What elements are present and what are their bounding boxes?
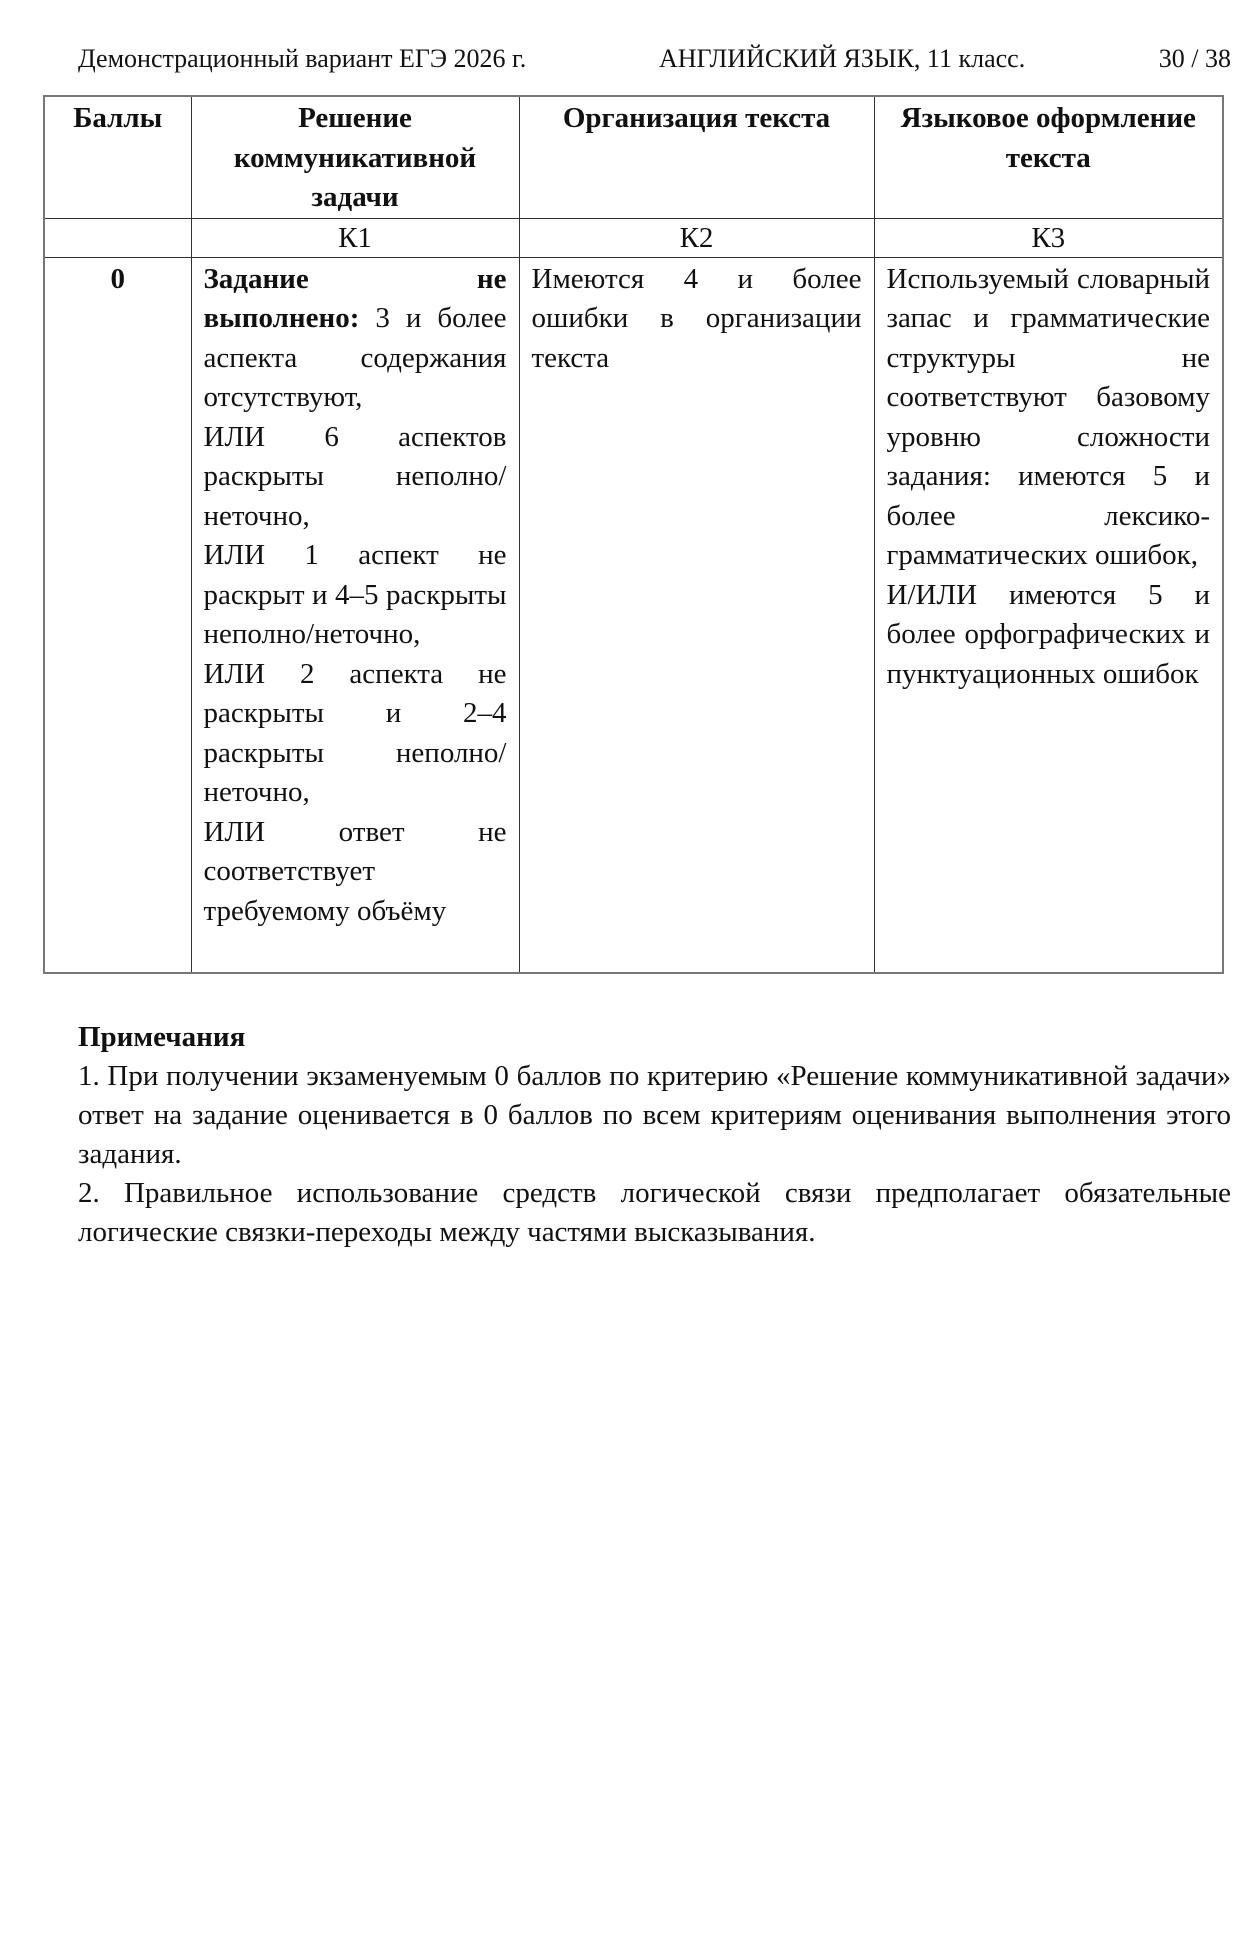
header-score: Баллы	[44, 96, 191, 218]
code-k3: К3	[874, 218, 1223, 257]
k1-line: 3 и более аспекта содержания отсутствуют,	[203, 302, 507, 413]
header-k3: Языковое оформление текста	[874, 96, 1223, 218]
notes-section	[78, 1018, 1231, 1252]
score-cell: 0	[44, 257, 191, 973]
notes-title: Примечания	[78, 1021, 246, 1053]
note-item: 2. Правильное использование средств логической связи предполагает обязательные логические связки-переходы между частями высказывания.	[78, 1177, 1231, 1248]
k1-verdict: Задание не выполнено:	[203, 262, 507, 334]
k1-line: ИЛИ 6 аспектов раскрыты неполно/неточно,	[203, 420, 507, 532]
k3-line: И/ИЛИ имеются 5 и более орфографических и пунктуационных ошибок	[886, 578, 1210, 690]
k1-line: ИЛИ 1 аспект не раскрыт и 4–5 раскрыты неполно/неточно,	[203, 539, 507, 650]
table-row	[44, 257, 1223, 973]
k3-line: Используемый словарный запас и грамматические структуры не соответствуют базовому уровню сложности задания: имеются 5 и более лексико-грамматических ошибок,	[886, 262, 1210, 571]
note-item: 1. При получении экзаменуемым 0 баллов по критерию «Решение коммуникативной задачи» ответ на задание оценивается в 0 баллов по всем критериям оценивания выполнения этого задания.	[78, 1060, 1231, 1170]
code-k1: К1	[191, 218, 519, 257]
code-empty	[44, 218, 191, 257]
k2-cell: Имеются 4 и более ошибки в организации текста	[519, 257, 874, 973]
running-head-exam: Демонстрационный вариант ЕГЭ 2026 г.	[78, 44, 527, 73]
header-row	[44, 96, 1223, 218]
k1-cell	[191, 257, 519, 973]
code-k2: К2	[519, 218, 874, 257]
header-k2: Организация текста	[519, 96, 874, 218]
header-k1: Решение коммуникативной задачи	[191, 96, 519, 218]
k1-line: ИЛИ ответ не соответствует требуемому объёму	[203, 815, 507, 927]
page-number: 30 / 38	[1158, 44, 1231, 73]
criteria-code-row	[44, 218, 1223, 257]
k3-cell	[874, 257, 1223, 973]
running-head	[78, 44, 1231, 84]
running-head-subject: АНГЛИЙСКИЙ ЯЗЫК, 11 класс.	[659, 44, 1026, 73]
criteria-table	[43, 95, 1224, 974]
k1-line: ИЛИ 2 аспекта не раскрыты и 2–4 раскрыты неполно/неточно,	[203, 657, 507, 808]
